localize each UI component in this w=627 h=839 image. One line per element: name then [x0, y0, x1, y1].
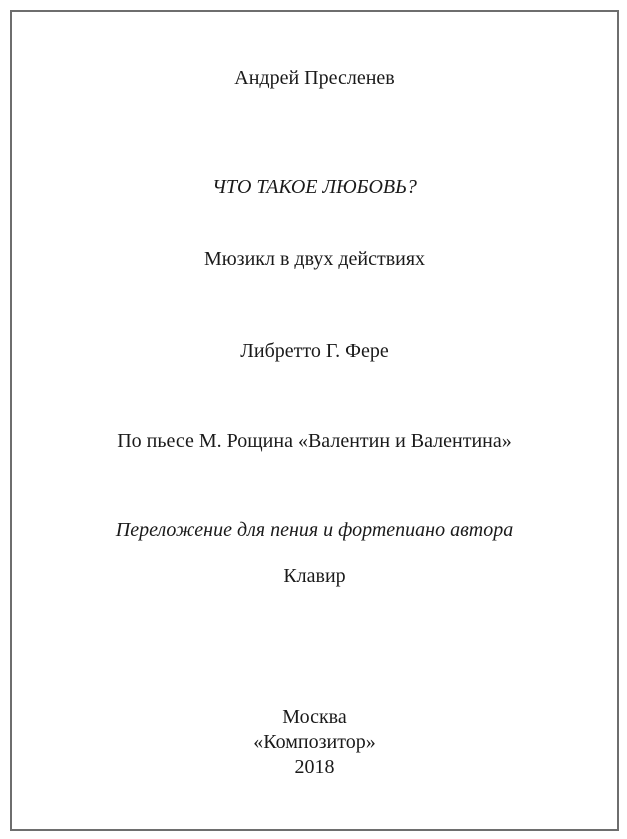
author-name: Андрей Пресленев	[234, 67, 395, 89]
imprint-city: Москва	[282, 706, 347, 728]
imprint	[12, 705, 617, 780]
title-page	[10, 10, 619, 831]
imprint-publisher: «Композитор»	[253, 731, 376, 753]
imprint-year: 2018	[294, 756, 335, 778]
arrangement-credit: Переложение для пения и фортепиано автора	[115, 519, 514, 541]
edition-type: Клавир	[283, 565, 346, 587]
genre-subtitle: Мюзикл в двух действиях	[203, 248, 426, 270]
libretto-credit: Либретто Г. Фере	[240, 340, 389, 362]
work-title: ЧТО ТАКОЕ ЛЮБОВЬ?	[212, 176, 417, 198]
source-play-credit: По пьесе М. Рощина «Валентин и Валентина»	[117, 430, 512, 452]
